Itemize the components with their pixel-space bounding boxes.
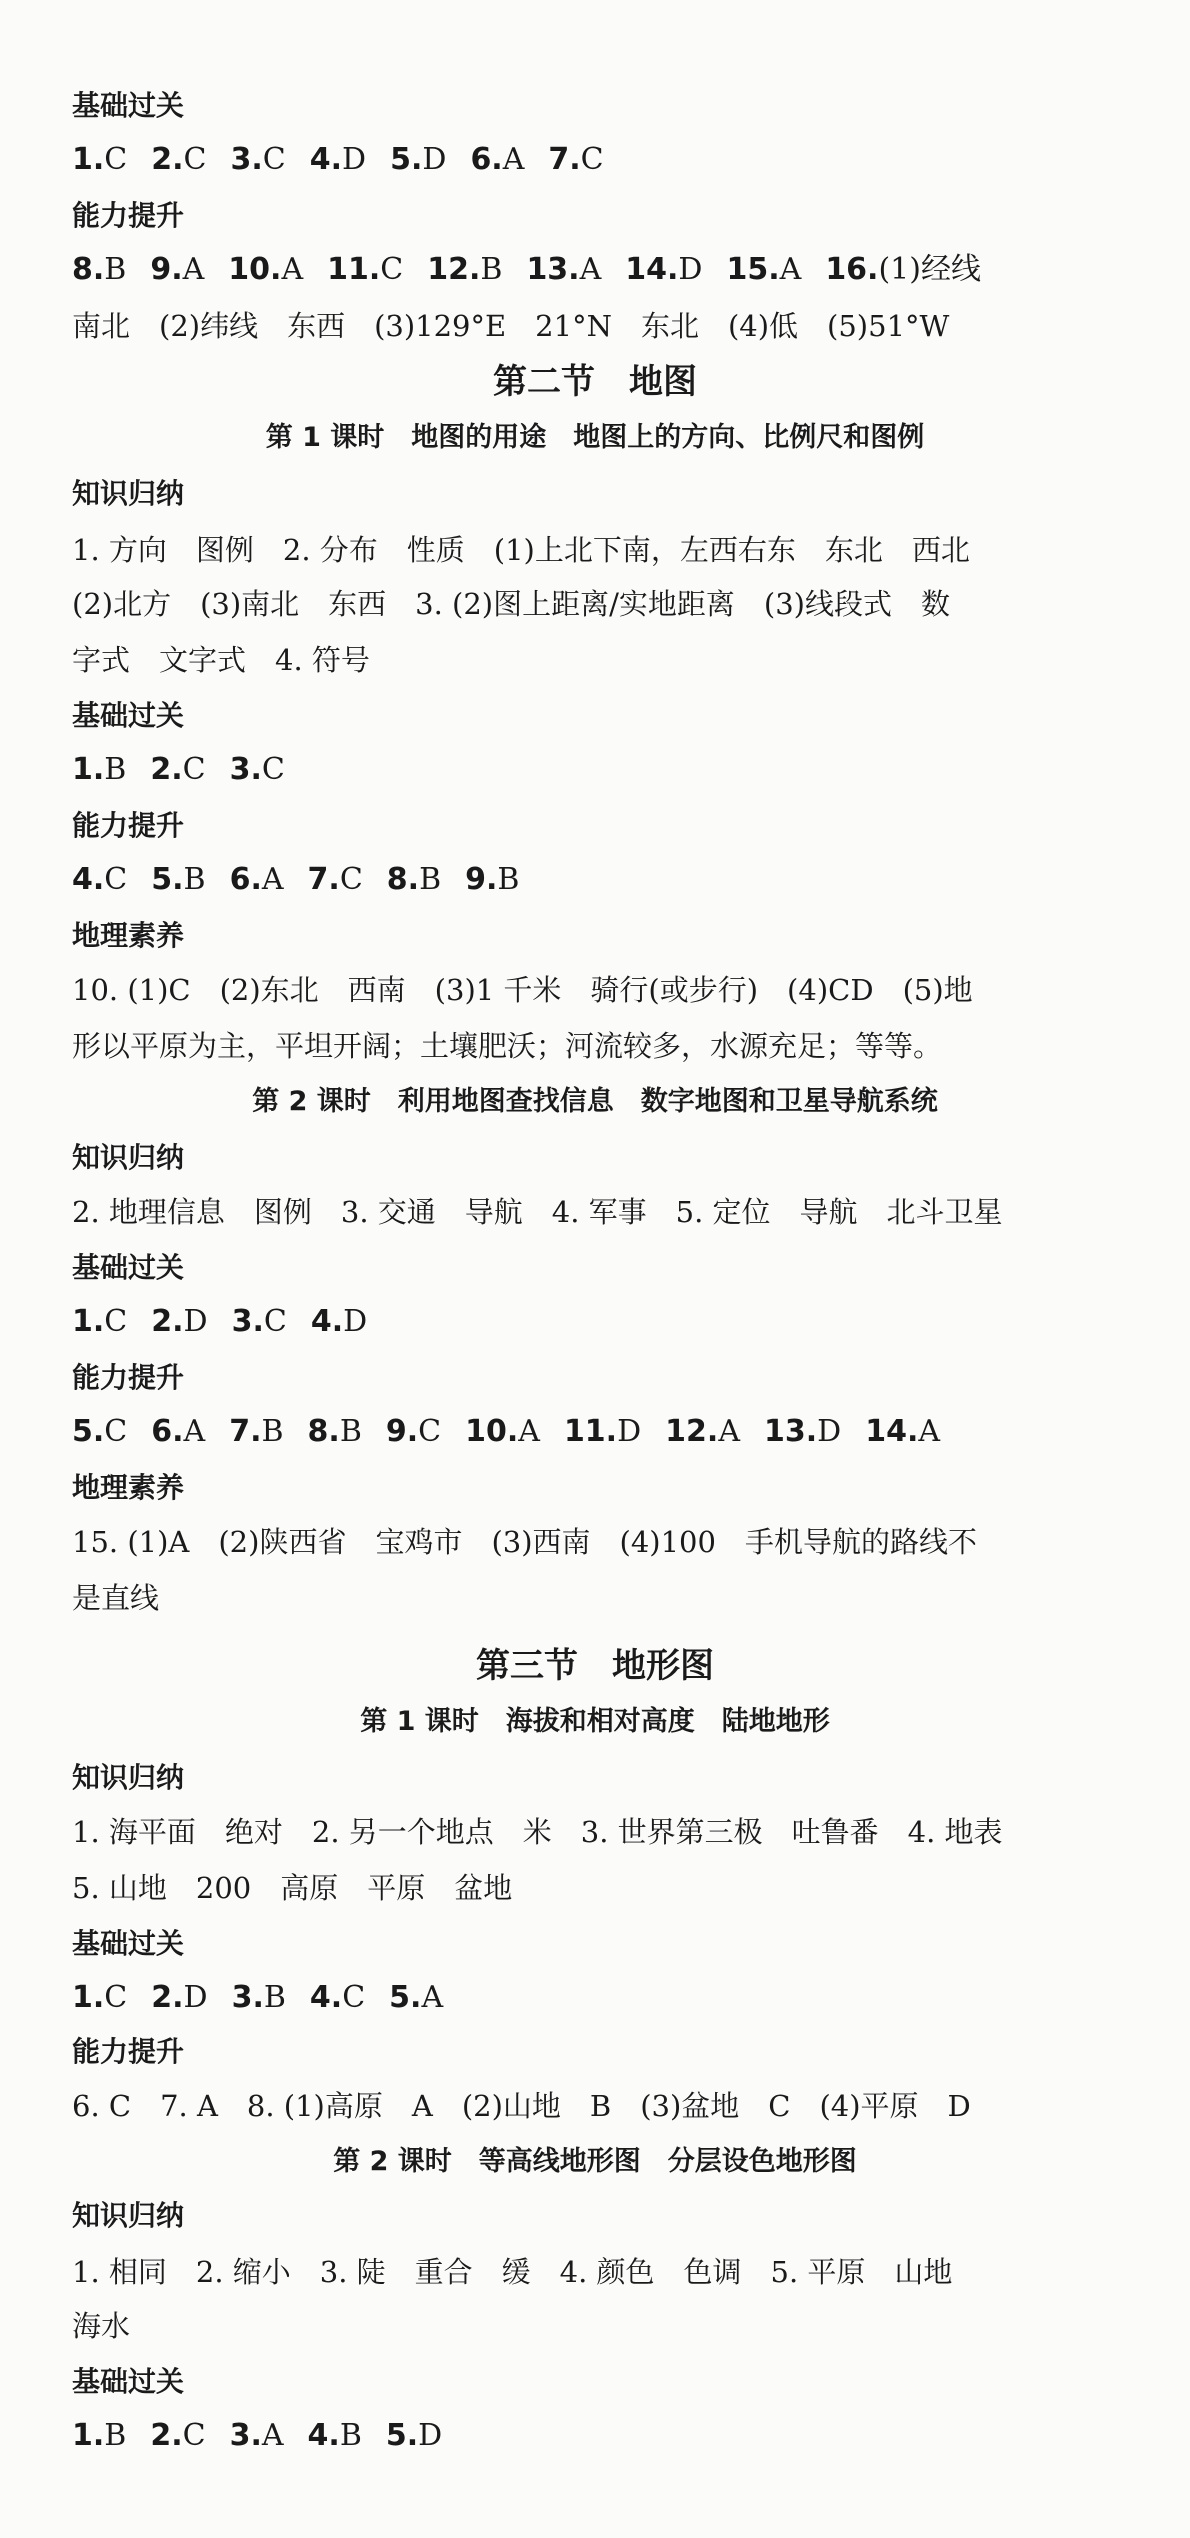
answer-item — [308, 2418, 362, 2453]
answer-item — [151, 1414, 205, 1449]
answer-item — [150, 252, 204, 287]
question-number: 7. — [307, 862, 340, 897]
answer-value: C — [182, 2418, 206, 2453]
question-number: 4. — [72, 862, 105, 897]
answer-item — [825, 252, 981, 287]
answer-value: B — [104, 2418, 127, 2453]
question-number: 7. — [229, 1414, 262, 1449]
answer-value: C — [418, 1414, 442, 1449]
answer-value: A — [779, 252, 802, 287]
question-number: 10. — [228, 252, 282, 287]
answer-item — [465, 862, 519, 897]
question-number: 9. — [385, 1414, 419, 1449]
answer-value: A — [502, 142, 525, 177]
answer-item — [389, 1980, 443, 2015]
subsection-heading: 知识归纳 — [72, 477, 185, 510]
answer-items-line — [72, 750, 1142, 790]
answer-items-line — [72, 860, 1142, 900]
answer-value: A — [579, 252, 602, 287]
answer-value: C — [104, 142, 128, 177]
answer-item — [625, 252, 702, 287]
question-number: 12. — [665, 1414, 719, 1449]
answer-line: 5. 山地 200 高原 平原 盆地 — [72, 1871, 513, 1905]
answer-value: B — [104, 252, 127, 287]
question-number: 5. — [72, 1414, 105, 1449]
question-number: 6. — [151, 1414, 184, 1449]
question-number: 3. — [231, 1980, 264, 2015]
answer-item — [308, 1414, 362, 1449]
answer-value: B — [261, 1414, 284, 1449]
subsection-heading: 地理素养 — [72, 919, 185, 952]
question-number: 4. — [309, 1980, 343, 2015]
answer-item — [764, 1414, 841, 1449]
answer-line: 1. 相同 2. 缩小 3. 陡 重合 缓 4. 颜色 色调 5. 平原 山地 — [72, 2255, 953, 2289]
answer-items-line — [72, 250, 1142, 290]
answer-line: 1. 方向 图例 2. 分布 性质 (1)上北下南，左西右东 东北 西北 — [72, 533, 970, 567]
answer-item — [228, 252, 303, 287]
answer-value: B — [183, 862, 206, 897]
answer-item — [151, 142, 206, 177]
answer-item — [386, 1414, 441, 1449]
answer-item — [665, 1414, 740, 1449]
answer-item — [386, 2418, 442, 2453]
question-number: 5. — [151, 862, 184, 897]
answer-value: D — [183, 1980, 208, 2015]
answer-line: 1. 海平面 绝对 2. 另一个地点 米 3. 世界第三极 吐鲁番 4. 地表 — [72, 1815, 1003, 1849]
answer-item — [72, 1414, 127, 1449]
subsection-heading: 能力提升 — [72, 809, 185, 842]
answer-item — [72, 1304, 127, 1339]
answer-line: 南北 (2)纬线 东西 (3)129°E 21°N 东北 (4)低 (5)51°W — [72, 309, 950, 343]
subsection-heading: 知识归纳 — [72, 1761, 185, 1794]
answer-line: 形以平原为主，平坦开阔；土壤肥沃；河流较多，水源充足；等等。 — [72, 1029, 943, 1063]
answer-value: C — [182, 752, 206, 787]
lesson-title: 第 1 课时 海拔和相对高度 陆地地形 — [360, 1706, 830, 1737]
question-number: 1. — [72, 1980, 105, 2015]
answer-line: 2. 地理信息 图例 3. 交通 导航 4. 军事 5. 定位 导航 北斗卫星 — [72, 1195, 1003, 1229]
question-number: 2. — [151, 142, 184, 177]
answer-item — [726, 252, 801, 287]
question-number: 3. — [229, 752, 262, 787]
question-number: 9. — [150, 252, 183, 287]
question-number: 3. — [231, 1304, 264, 1339]
answer-value: D — [817, 1414, 842, 1449]
answer-value: C — [262, 142, 286, 177]
answer-item — [310, 1980, 365, 2015]
answer-item — [72, 752, 126, 787]
answer-value: A — [718, 1414, 740, 1449]
question-number: 2. — [150, 2418, 183, 2453]
answer-value: C — [261, 752, 285, 787]
answer-item — [310, 142, 366, 177]
answer-item — [150, 2418, 205, 2453]
answer-value: C — [580, 142, 604, 177]
answer-line: 15. (1)A (2)陕西省 宝鸡市 (3)西南 (4)100 手机导航的路线不 — [72, 1525, 977, 1559]
answer-line: 海水 — [72, 2309, 131, 2343]
answer-value: D — [343, 1304, 368, 1339]
answer-value: C — [104, 862, 128, 897]
answer-items-line — [72, 1978, 1142, 2018]
question-number: 15. — [726, 252, 780, 287]
question-number: 16. — [825, 252, 879, 287]
answer-value: B — [480, 252, 503, 287]
answer-value: C — [104, 1980, 128, 2015]
answer-value: D — [183, 1304, 208, 1339]
answer-value: C — [263, 1304, 287, 1339]
answer-value: A — [421, 1980, 444, 2015]
subsection-heading: 知识归纳 — [72, 1141, 185, 1174]
question-number: 4. — [307, 2418, 340, 2453]
answer-item — [427, 252, 502, 287]
answer-value: D — [617, 1414, 642, 1449]
lesson-title: 第 2 课时 等高线地形图 分层设色地形图 — [333, 2146, 857, 2177]
question-number: 14. — [625, 252, 679, 287]
answer-item — [311, 1304, 367, 1339]
answer-item — [151, 1980, 207, 2015]
answer-item — [72, 252, 126, 287]
answer-value: C — [104, 1304, 128, 1339]
answer-line: 6. C 7. A 8. (1)高原 A (2)山地 B (3)盆地 C (4)平原 D — [72, 2089, 971, 2123]
answer-value: A — [281, 252, 304, 287]
question-number: 1. — [72, 142, 105, 177]
answer-value: D — [678, 252, 703, 287]
section-title: 第二节 地图 — [493, 362, 697, 402]
subsection-heading: 基础过关 — [72, 1927, 185, 1960]
question-number: 14. — [865, 1414, 919, 1449]
lesson-title: 第 2 课时 利用地图查找信息 数字地图和卫星导航系统 — [252, 1086, 938, 1117]
subsection-heading: 能力提升 — [72, 2035, 185, 2068]
answer-value: B — [497, 862, 520, 897]
question-number: 9. — [465, 862, 498, 897]
answer-item — [387, 862, 441, 897]
answer-item — [151, 862, 205, 897]
question-number: 2. — [150, 752, 183, 787]
answer-item — [230, 2418, 284, 2453]
answer-value: B — [263, 1980, 286, 2015]
answer-item — [150, 752, 205, 787]
answer-item — [72, 862, 127, 897]
answer-value: B — [419, 862, 442, 897]
question-number: 8. — [307, 1414, 340, 1449]
question-number: 12. — [427, 252, 481, 287]
answer-line: 10. (1)C (2)东北 西南 (3)1 千米 骑行(或步行) (4)CD (5)地 — [72, 973, 973, 1007]
subsection-heading: 基础过关 — [72, 89, 185, 122]
answer-item — [865, 1414, 940, 1449]
answer-item — [72, 142, 127, 177]
question-number: 2. — [151, 1980, 184, 2015]
answer-item — [390, 142, 446, 177]
subsection-heading: 基础过关 — [72, 2365, 185, 2398]
question-number: 11. — [563, 1414, 618, 1449]
answer-value: D — [422, 142, 447, 177]
question-number: 5. — [385, 2418, 419, 2453]
subsection-heading: 基础过关 — [72, 1251, 185, 1284]
answer-item — [548, 142, 603, 177]
answer-item — [327, 252, 403, 287]
answer-items-line — [72, 1302, 1142, 1342]
question-number: 1. — [72, 2418, 105, 2453]
question-number: 4. — [310, 1304, 344, 1339]
question-number: 5. — [390, 142, 423, 177]
question-number: 6. — [470, 142, 503, 177]
lesson-title: 第 1 课时 地图的用途 地图上的方向、比例尺和图例 — [265, 422, 925, 453]
answer-value: (1)经线 — [878, 252, 981, 287]
answer-item — [72, 1980, 127, 2015]
question-number: 6. — [229, 862, 262, 897]
answer-items-line — [72, 1412, 1142, 1452]
question-number: 13. — [526, 252, 580, 287]
question-number: 1. — [72, 752, 105, 787]
answer-item — [232, 1980, 286, 2015]
answer-item — [151, 1304, 207, 1339]
subsection-heading: 能力提升 — [72, 1361, 185, 1394]
answer-value: C — [342, 1980, 366, 2015]
answer-item — [564, 1414, 641, 1449]
question-number: 1. — [72, 1304, 105, 1339]
answer-item — [465, 1414, 540, 1449]
question-number: 8. — [72, 252, 105, 287]
answer-item — [232, 1304, 287, 1339]
answer-item — [526, 252, 601, 287]
answer-item — [229, 1414, 283, 1449]
question-number: 3. — [230, 142, 263, 177]
answer-value: B — [339, 2418, 362, 2453]
question-number: 4. — [309, 142, 343, 177]
answer-value: D — [418, 2418, 443, 2453]
answer-line: (2)北方 (3)南北 东西 3. (2)图上距离/实地距离 (3)线段式 数 — [72, 587, 950, 621]
answer-item — [231, 142, 286, 177]
question-number: 2. — [151, 1304, 184, 1339]
answer-line: 字式 文字式 4. 符号 — [72, 643, 370, 677]
answer-value: A — [261, 2418, 284, 2453]
question-number: 7. — [548, 142, 581, 177]
answer-item — [72, 2418, 126, 2453]
subsection-heading: 知识归纳 — [72, 2199, 185, 2232]
question-number: 5. — [389, 1980, 422, 2015]
answer-value: C — [380, 252, 404, 287]
question-number: 11. — [327, 252, 381, 287]
answer-value: A — [918, 1414, 941, 1449]
section-title: 第三节 地形图 — [476, 1646, 714, 1686]
question-number: 3. — [229, 2418, 262, 2453]
answer-value: A — [183, 1414, 206, 1449]
answer-value: A — [261, 862, 284, 897]
question-number: 10. — [465, 1414, 519, 1449]
answer-line: 是直线 — [72, 1581, 160, 1615]
subsection-heading: 基础过关 — [72, 699, 185, 732]
subsection-heading: 地理素养 — [72, 1471, 185, 1504]
answer-value: A — [518, 1414, 540, 1449]
answer-value: C — [183, 142, 207, 177]
answer-item — [470, 142, 524, 177]
question-number: 8. — [386, 862, 420, 897]
answer-value: D — [342, 142, 367, 177]
answer-value: B — [104, 752, 127, 787]
answer-item — [230, 752, 285, 787]
answer-items-line — [72, 2416, 1142, 2456]
answer-value: B — [339, 1414, 362, 1449]
answer-item — [308, 862, 363, 897]
question-number: 13. — [763, 1414, 818, 1449]
answer-item — [230, 862, 284, 897]
subsection-heading: 能力提升 — [72, 199, 185, 232]
answer-items-line — [72, 140, 1142, 180]
answer-value: C — [339, 862, 363, 897]
answer-value: A — [182, 252, 205, 287]
answer-value: C — [104, 1414, 128, 1449]
